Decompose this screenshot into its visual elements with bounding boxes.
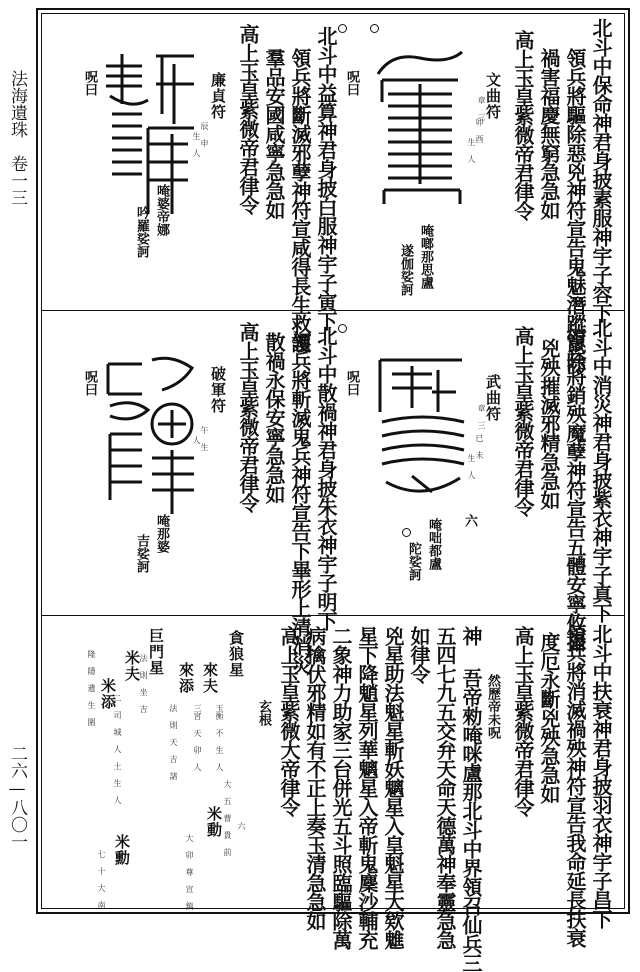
- panel3-n-h: 大 卯 尊 宣 鎮: [185, 834, 194, 910]
- panel3-n-e: 二 司 城 人 土 生 人: [113, 694, 122, 804]
- panel3-col-4: 高上玉皇紫微帝君律令: [511, 626, 535, 816]
- panel3-col-8: 如律令: [407, 626, 431, 683]
- panel1-mantra-head: 呪曰: [344, 70, 359, 96]
- panel1-col-4: 高上玉皇紫微帝君律令: [511, 30, 535, 220]
- panel2-note2-b: 人: [192, 436, 201, 444]
- panel1-note2-b: 生 人: [192, 132, 201, 157]
- panel3-n-f: 隆 隱 遺 生 圍: [87, 650, 96, 726]
- panel3-col-13: 高上玉皇紫微大帝律令: [277, 626, 301, 816]
- panel1-col-8: 高上玉皇紫微帝君律令: [236, 24, 260, 214]
- pojun-talisman-seal: [102, 354, 202, 524]
- panel2-col-8: 高上玉皇紫微帝君律令: [236, 322, 260, 512]
- panel2-spell2-b: 吉娑訶: [134, 534, 149, 573]
- panel1-spell-a: 唵啷那思盧: [418, 224, 433, 289]
- panel1-col-3: 禍害福慶無窮急急如: [537, 48, 561, 219]
- panel2-talisman-label: 武曲符: [484, 374, 502, 422]
- panel2-mantra-head-2: 呪曰: [82, 370, 97, 396]
- panel3-col-3: 度厄永斷兇殃急急如: [537, 632, 561, 803]
- panel2-col-3: 兇殃摧滅邪精急急如: [537, 338, 561, 509]
- panel2-spell-b: 陀娑訶: [406, 542, 421, 581]
- panel1-note-c: 章 三: [477, 96, 486, 121]
- panel3-s5: 米添: [99, 678, 117, 710]
- panel3-n-g: 大 五 曹 貴 前: [223, 780, 232, 856]
- panel1-talisman-label: 文曲符: [484, 72, 502, 120]
- panel3-col-15: 貪狼星: [227, 630, 245, 678]
- panel3-col-14: 玄根: [256, 700, 271, 726]
- panel1-col-2: 領兵將驅除惡兇神符宣告鬼魅潛蹤竄除: [563, 48, 587, 371]
- panel1-col-6: 領兵將斷滅邪孽神符宣咸得長生救護: [288, 48, 312, 352]
- panel1-spell-b: 遂伽娑訶: [398, 244, 413, 296]
- panel2-spell-a: 唵咄都盧: [426, 518, 441, 570]
- lianzhen-talisman-seal: [102, 44, 200, 219]
- page-frame: [36, 8, 630, 972]
- panel3-col-5: 然歷帝未呪: [485, 674, 500, 739]
- panel3-n-i: 七 十 大 南: [97, 850, 106, 909]
- panel2-col-5: 北斗中散禍神君身披朱衣神宇子明下: [314, 326, 338, 630]
- panel3-col-2: 領兵將消滅禍殃神符宣告我命延長扶衰: [563, 624, 587, 947]
- panel1-note2-a: 辰 申: [200, 122, 209, 147]
- panel3-n-d: 法 則 坐 吉: [139, 654, 148, 713]
- panel2-col-2: 領兵將銷殃魔孽神符宣告五體安寧攸攝: [563, 328, 587, 651]
- panel2-col-7: 散禍永保安寧急急如: [262, 332, 286, 503]
- panel3-n-a: 玉衡 不 生 人: [215, 704, 224, 771]
- book-title-margin: 法海遺珠 卷一三: [7, 70, 27, 206]
- panel3-col-12: 病擒伏邪精如有不正上奏玉清急急如: [303, 626, 327, 930]
- panel3-col-11: 二象神力助家三台併光五斗照臨驅除萬: [329, 626, 353, 949]
- panel1-circle-mark-1: [370, 24, 379, 33]
- panel3-n-c: 法 則 天 吉 諸: [169, 704, 178, 780]
- panel2-note-c: 章 三: [477, 404, 486, 429]
- page-number-margin: 二六—八〇一: [7, 745, 27, 850]
- panel3-col-7: 五四七九五交弁天命天德萬神奉靈急急: [433, 626, 457, 949]
- panel2-col-1: 北斗中消災神君身披紫衣神宇子真下: [589, 318, 613, 622]
- panel2-col-4: 高上玉皇紫微帝君律令: [511, 326, 535, 516]
- panel2-note-b: 生 人: [467, 454, 476, 479]
- panel1-spell2-a: 唵婆帝娜: [154, 184, 169, 236]
- panel1-spell2-b: 吟羅娑訶: [134, 206, 149, 258]
- panel3-col-9: 兇星助法魁星斬妖魑星入皇魁星大欸魋: [381, 626, 405, 949]
- panel3-s6: 米動: [205, 806, 223, 838]
- panel2-mark: 六: [462, 514, 477, 527]
- panel3-n-b: 三宮 天 卯 人: [193, 704, 202, 771]
- panel3-col-6: 神 吾帝勑唵咪盧那北斗中界領召仙兵三: [459, 626, 483, 972]
- panel3-s7: 米勳: [113, 834, 131, 866]
- panel3-s3: 巨門星: [147, 628, 165, 676]
- panel1-col-1: 北斗中保命神君身披素服神宇子容下: [589, 18, 613, 322]
- panel2-note-a: 巳 未: [475, 434, 484, 459]
- wuqu-talisman-seal: [372, 352, 470, 502]
- panel3-s4: 米夫: [123, 650, 141, 682]
- panel3-col-1: 北斗中扶衰神君身披羽衣神宇子昌下: [589, 624, 613, 928]
- panel3-s2: 來添: [177, 662, 195, 694]
- panel1-mantra-head-2: 呪曰: [82, 70, 97, 96]
- panel3-col-10: 星下降魈星列華魑星入帝斬鬼麇沙輔充: [355, 626, 379, 949]
- panel1-talisman2-label: 廉貞符: [209, 72, 227, 120]
- panel2-col-6: 領兵將斬滅鬼兵神符宣告下畢形上清消災: [288, 332, 312, 674]
- panel3-mark: 六: [237, 822, 246, 830]
- panel1-col-7: 羣品安國咸寧急急如: [262, 48, 286, 219]
- panel2-circle-mark: [402, 528, 411, 537]
- panel1-note-b: 生 人: [467, 138, 476, 163]
- panel2-mantra-head: 呪曰: [344, 370, 359, 396]
- panel2-talisman2-label: 破軍符: [209, 366, 227, 414]
- page-inner-border: [41, 13, 625, 972]
- panel1-col-5: 北斗中益算神君身披白服神宇子寅下: [314, 26, 338, 330]
- panel1-note-a: 卯 酉: [475, 118, 484, 143]
- panel3-s1: 來夫: [201, 662, 219, 694]
- wenqu-talisman-seal: [372, 44, 468, 214]
- panel2-note2-a: 午 生: [200, 426, 209, 451]
- panel2-spell2-a: 唵那婆: [154, 514, 169, 553]
